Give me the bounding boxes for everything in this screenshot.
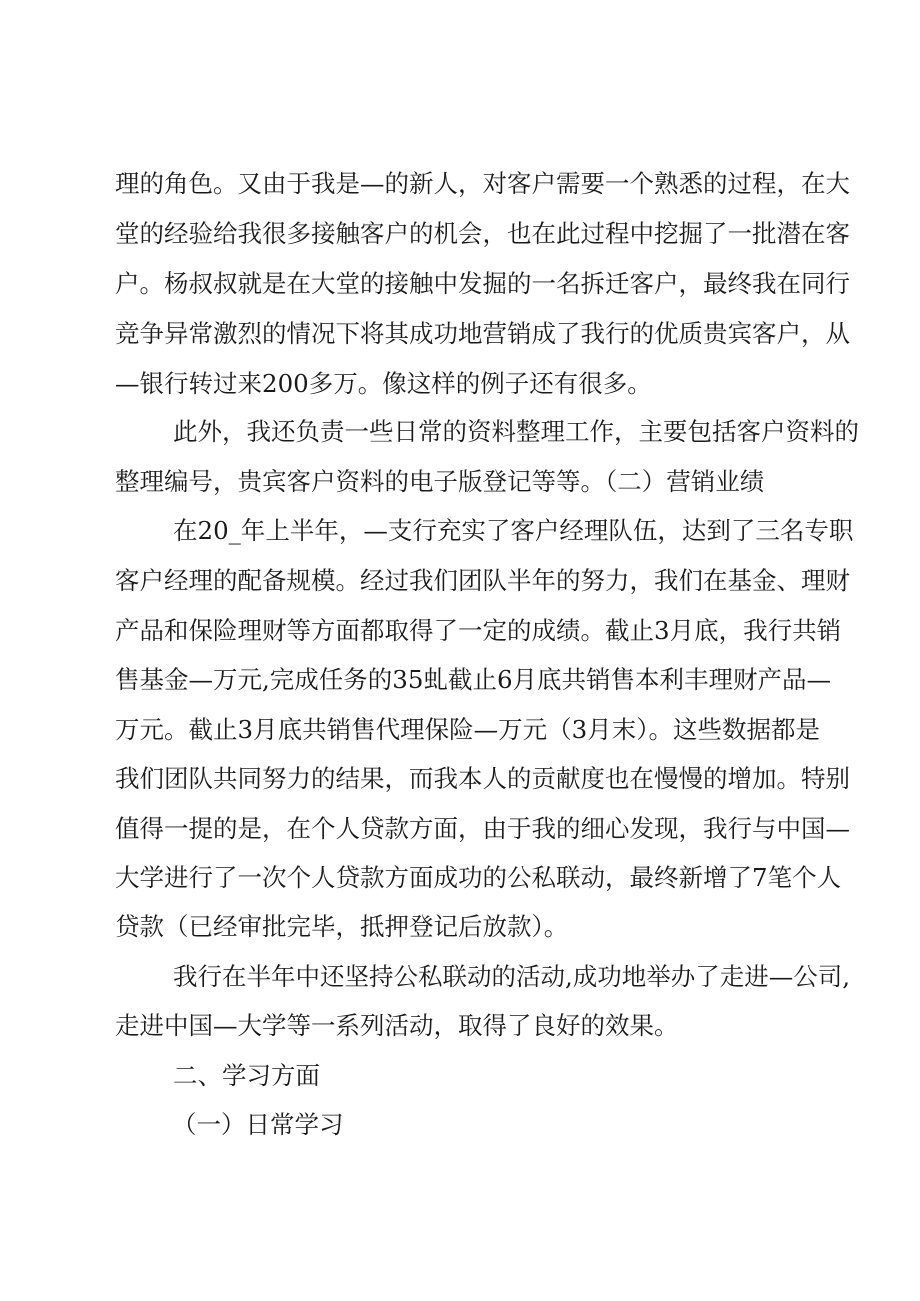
paragraph-2-line-2: 整理编号，贵宾客户资料的电子版登记等等。（二）营销业绩 bbox=[115, 467, 765, 496]
paragraph-2-line-1: 此外，我还负责一些日常的资料整理工作，主要包括客户资料的 bbox=[173, 417, 859, 446]
paragraph-3-line-2: 客户经理的配备规模。经过我们团队半年的努力，我们在基金、理财 bbox=[115, 566, 850, 595]
paragraph-3-line-7: 值得一提的是，在个人贷款方面，由于我的细心发现，我行与中国— bbox=[115, 814, 850, 843]
paragraph-3-line-9: 贷款（已经审批完毕，抵押登记后放款）。 bbox=[115, 912, 569, 941]
paragraph-1-line-2: 堂的经验给我很多接触客户的机会，也在此过程中挖掘了一批潜在客 bbox=[115, 219, 850, 248]
paragraph-3-line-3: 产品和保险理财等方面都取得了一定的成绩。截止3月底，我行共销 bbox=[115, 616, 842, 645]
paragraph-4-line-2: 走进中国—大学等一系列活动，取得了良好的效果。 bbox=[115, 1011, 679, 1040]
paragraph-3-line-1: 在20_年上半年，—支行充实了客户经理队伍，达到了三名专职 bbox=[173, 516, 854, 545]
paragraph-1-line-4: 竞争异常激烈的情况下将其成功地营销成了我行的优质贵宾客户，从 bbox=[115, 319, 850, 348]
paragraph-3-line-6: 我们团队共同努力的结果，而我本人的贡献度也在慢慢的增加。特别 bbox=[115, 764, 850, 793]
paragraph-1-line-1: 理的角色。又由于我是—的新人，对客户需要一个熟悉的过程，在大 bbox=[115, 169, 850, 198]
subsection-heading: （一）日常学习 bbox=[172, 1110, 344, 1139]
paragraph-1-line-5: —银行转过来200多万。像这样的例子还有很多。 bbox=[115, 369, 652, 398]
paragraph-1-line-3: 户。杨叔叔就是在大堂的接触中发掘的一名拆迁客户，最终我在同行 bbox=[115, 269, 850, 298]
paragraph-4-line-1: 我行在半年中还坚持公私联动的活动,成功地举办了走进—公司, bbox=[173, 962, 851, 991]
section-heading: 二、学习方面 bbox=[173, 1061, 320, 1090]
paragraph-3-line-4: 售基金—万元,完成任务的35虬截止6月底共销售本利丰理财产品— bbox=[115, 665, 832, 694]
paragraph-3-line-5: 万元。截止3月底共销售代理保险—万元（3月末）。这些数据都是 bbox=[115, 715, 820, 744]
paragraph-3-line-8: 大学进行了一次个人贷款方面成功的公私联动，最终新增了7笔个人 bbox=[115, 863, 842, 892]
